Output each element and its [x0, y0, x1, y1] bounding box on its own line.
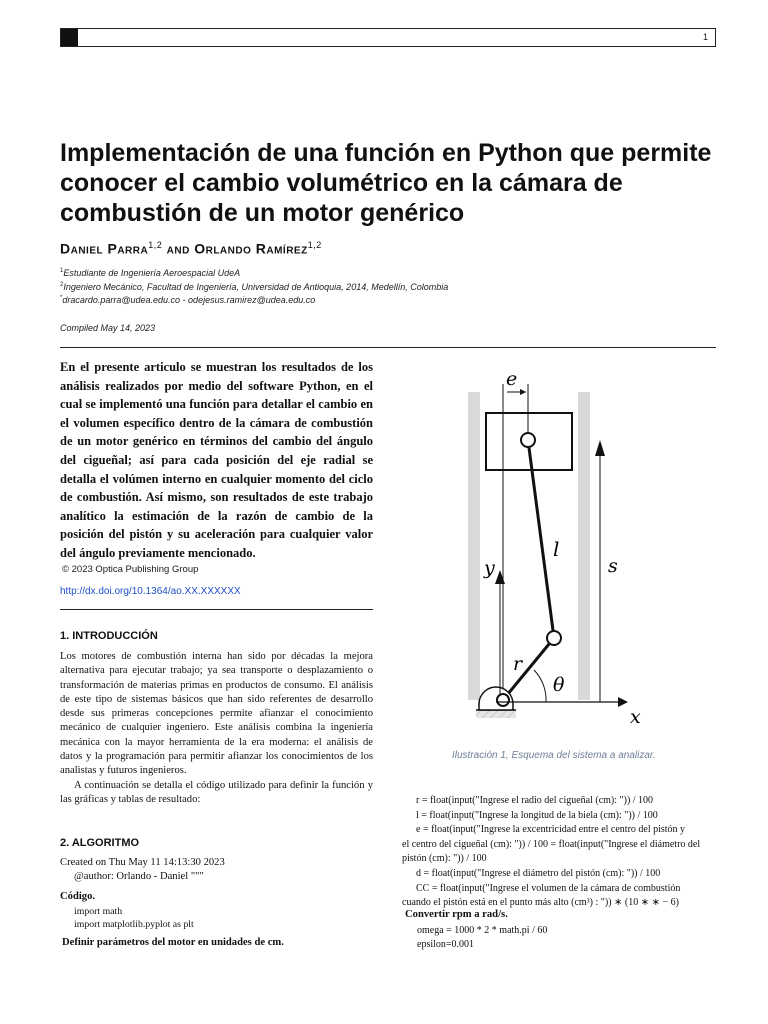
code-line: l = float(input("Ingrese la longitud de la biela (cm): ")) / 100 — [416, 809, 658, 821]
section-heading-algorithm: 2. ALGORITMO — [60, 837, 140, 849]
page-number: 1 — [702, 32, 708, 42]
e-arrowhead — [520, 389, 526, 395]
section-heading-intro: 1. INTRODUCCIÓN — [60, 630, 158, 642]
divider — [60, 347, 716, 348]
cylinder-wall-right — [578, 392, 590, 700]
code-line-continued: el centro del cigueñal (cm): ")) / 100 = float(input("Ingrese el diámetro del pistón (cm): ")) / 100 — [402, 838, 701, 865]
label-r: r — [513, 653, 523, 675]
codigo-label: Código. — [60, 891, 96, 902]
affiliation-text: dracardo.parra@udea.edu.co - odejesus.ramirez@udea.edu.co — [62, 295, 316, 305]
paper-title: Implementación de una función en Python que permite conocer el cambio volumétrico en la cámara de combustión de un motor genérico — [60, 139, 712, 227]
page-header-bar — [60, 28, 716, 47]
created-line: Created on Thu May 11 14:13:30 2023 — [60, 857, 225, 868]
wrist-pin — [521, 433, 535, 447]
crank-pin — [547, 631, 561, 645]
rpm-label: Convertir rpm a rad/s. — [405, 909, 508, 920]
intro-text: Los motores de combustión interna han sido por décadas la mejora alternativa para ejecutar trabajo; ya sea transporte o desplazamiento o transformación de materias primas en productos de consumo. El análisis de este tipo de sistemas básicos que han sido referentes de desarrollo desde sus primeras concepciones permite afianzar el conocimiento mecánico de cualquier ingeniero. Este análisis combina la ingeniería mecánica con la mayor herramienta de la era moderna: el análisis de datos y la programación para permitir afianzar los conocimientos de los analistas y futuros ingenieros. — [60, 651, 373, 777]
affiliation — [60, 282, 448, 292]
author-affil-mark: 1,2 — [148, 240, 163, 250]
intro-paragraph — [60, 650, 373, 807]
author-name: Orlando Ramírez — [194, 240, 308, 257]
import-line: import math — [74, 906, 123, 917]
affiliation-mark: * — [60, 295, 63, 301]
affiliation-text: Estudiante de Ingeniería Aeroespacial UdeA — [63, 268, 241, 278]
compiled-date: Compiled May 14, 2023 — [60, 323, 156, 333]
code-line: e = float(input("Ingrese la excentricidad entre el centro del pistón y — [416, 824, 686, 836]
author-line: @author: Orlando - Daniel """ — [74, 871, 204, 882]
label-y: y — [484, 557, 495, 579]
author-list — [60, 240, 322, 257]
affiliation-mark: 2 — [60, 282, 64, 288]
affiliation — [60, 268, 240, 278]
crank-arm — [503, 638, 554, 700]
label-e: e — [506, 368, 518, 390]
label-l: l — [553, 537, 560, 561]
theta-arc — [534, 670, 546, 702]
affiliation-mark: 1 — [60, 268, 64, 274]
author-affil-mark: 1,2 — [307, 240, 322, 250]
header-block — [61, 29, 78, 46]
code-line-continued: cuando el pistón está en el punto más alto (cm³) : ")) ∗ (10 ∗ ∗ − 6) — [402, 897, 679, 909]
code-line: d = float(input("Ingrese el diámetro del pistón (cm): ")) / 100 — [416, 867, 661, 879]
label-x: x — [630, 706, 641, 728]
s-arrowhead — [595, 440, 605, 456]
epsilon-line: epsilon=0.001 — [417, 939, 475, 950]
copyright-notice: © 2023 Optica Publishing Group — [62, 564, 199, 575]
abstract: En el presente articulo se muestran los resultados de los análisis realizados por medio del software Python, en el cual se implementó una función para detallar el cambio en el volumen específico dentro de la cámara de combustión de un motor genérico en términos del cambio del ángulo del cigueñal; así para cada posición del eje radial se detalla el volúmen interno en cualquier momento del ciclo de combustión. Así mismo, son resultados de este trabajo analítico la estimación de la razón de cambio de la posición del pistón y su aceleración para cualquier valor del ángulo previamente mencionado. — [60, 360, 373, 560]
affiliation-emails — [60, 295, 315, 305]
code-line: CC = float(input("Ingrese el volumen de la cámara de combustión — [416, 882, 681, 894]
code-line: r = float(input("Ingrese el radio del cigueñal (cm): ")) / 100 — [416, 795, 654, 806]
ground-hatch — [476, 710, 516, 718]
define-params-label: Definir parámetros del motor en unidades de cm. — [62, 937, 284, 948]
intro-text: A continuación se detalla el código utilizado para definir la función y las gráficas y tablas de resultado: — [60, 779, 373, 805]
divider — [60, 609, 373, 610]
label-theta: θ — [553, 674, 565, 696]
doi-link[interactable]: http://dx.doi.org/10.1364/ao.XX.XXXXXX — [60, 586, 241, 597]
crank-pivot — [497, 694, 509, 706]
omega-line: omega = 1000 * 2 * math.pi / 60 — [417, 925, 548, 936]
mechanism-diagram — [430, 362, 720, 742]
author-conjunction: and — [166, 240, 190, 257]
code-block-params — [402, 794, 720, 911]
label-s: s — [608, 555, 618, 577]
cylinder-wall-left — [468, 392, 480, 700]
affiliation-text: Ingeniero Mecánico, Facultad de Ingeniería, Universidad de Antioquia, 2014, Medellín, Colombia — [63, 282, 449, 292]
import-line: import matplotlib.pyplot as plt — [74, 919, 194, 930]
x-arrowhead — [618, 697, 628, 707]
author-name: Daniel Parra — [60, 240, 149, 257]
figure-caption: Ilustración 1, Esquema del sistema a analizar. — [452, 750, 656, 761]
